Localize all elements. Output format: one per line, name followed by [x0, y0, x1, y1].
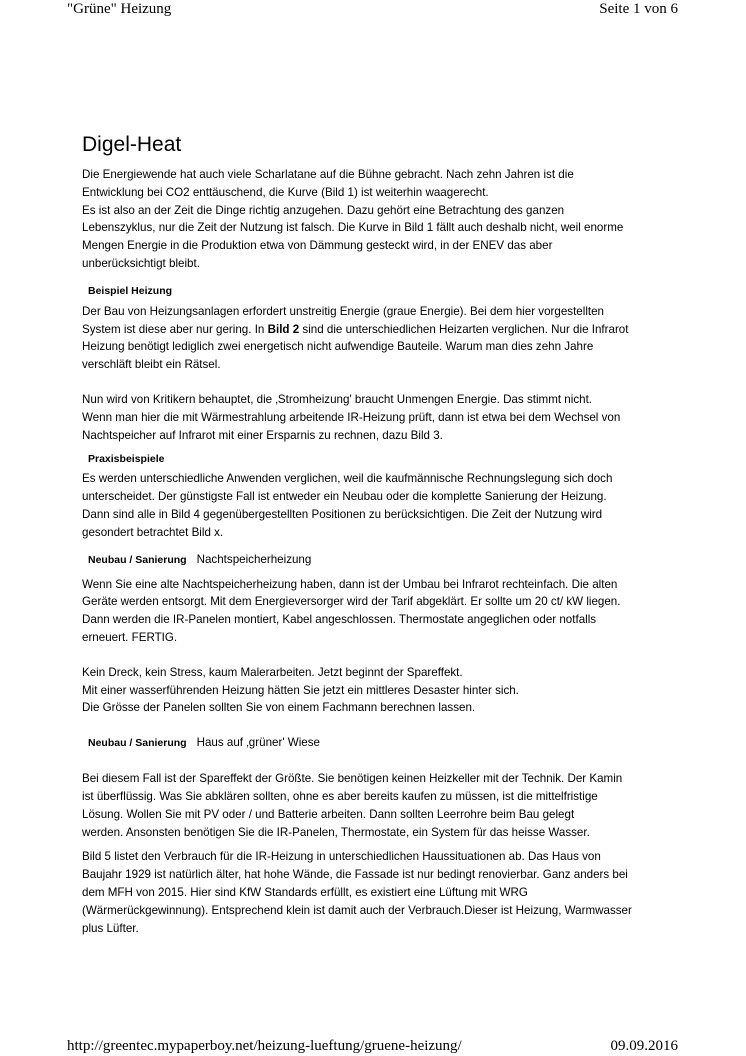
- text-line: Lösung. Wollen Sie mit PV oder / und Batterie arbeiten. Dann sollten Leerrohre beim Bau gelegt: [82, 807, 575, 821]
- header-page-number: Seite 1 von 6: [599, 1, 678, 17]
- section-heading-neubau-sanierung-2: Neubau / Sanierung: [88, 737, 187, 750]
- section-subtitle-gruene-wiese: Haus auf ‚grüner' Wiese: [196, 736, 320, 750]
- section-heading-beispiel-heizung: Beispiel Heizung: [88, 284, 173, 297]
- text-line: Dann werden die IR-Panelen montiert, Kabel angeschlossen. Thermostate angeglichen oder notfalls: [82, 613, 597, 627]
- text-line: Wenn man hier die mit Wärmestrahlung arbeitende IR-Heizung prüft, dann ist etwa bei dem Wechsel von: [82, 410, 621, 424]
- text-line: Mit einer wasserführenden Heizung hätten Sie jetzt ein mittleres Desaster hinter sich.: [82, 683, 519, 697]
- text-line: Die Energiewende hat auch viele Scharlatane auf die Bühne gebracht. Nach zehn Jahren ist die: [82, 168, 574, 181]
- text-line: Der Bau von Heizungsanlagen erfordert unstreitig Energie (graue Energie). Bei dem hier vorgestellten: [82, 304, 605, 318]
- section1-paragraph2: [82, 391, 672, 444]
- text-line: unberücksichtigt bleibt.: [82, 256, 200, 270]
- footer-url: http://greentec.mypaperboy.net/heizung-lueftung/gruene-heizung/: [67, 1038, 462, 1054]
- text-line: werden. Ansonsten benötigen Sie die IR-Panelen, Thermostate, ein System für das heisse Wasser.: [82, 825, 590, 839]
- text-line: Es werden unterschiedliche Anwenden verglichen, weil die kaufmännische Rechnungslegung sich doch: [82, 472, 613, 486]
- section4-paragraph2: [82, 848, 672, 937]
- text-line: Bei diesem Fall ist der Spareffekt der Größte. Sie benötigen keinen Heizkeller mit der Technik. Der Kamin: [82, 772, 623, 786]
- text-line: Baujahr 1929 ist natürlich älter, hat hohe Wände, die Fassade ist nur bedingt renovierbar. Ganz anders bei: [82, 868, 628, 882]
- text-line: (Wärmerückgewinnung). Entsprechend klein ist damit auch der Verbrauch.Dieser ist Heizung, Warmwasser: [82, 903, 632, 917]
- text-line: plus Lüfter.: [82, 921, 139, 935]
- text-line: sind die unterschiedlichen Heizarten verglichen. Nur die Infrarot: [299, 322, 629, 336]
- intro-paragraph: [82, 166, 672, 273]
- text-line: Bild 5 listet den Verbrauch für die IR-Heizung in unterschiedlichen Haussituationen ab. Das Haus von: [82, 850, 601, 864]
- text-line: Es ist also an der Zeit die Dinge richtig anzugehen. Dazu gehört eine Betrachtung des ganzen: [82, 203, 565, 217]
- text-line: gesondert betrachtet Bild x.: [82, 525, 224, 539]
- text-line: Dann sind alle in Bild 4 gegenübergestellten Positionen zu berücksichtigen. Die Zeit der Nutzung wird: [82, 507, 603, 521]
- section4-paragraph1: [82, 770, 672, 841]
- header-title: "Grüne" Heizung: [67, 1, 172, 17]
- text-line: erneuert. FERTIG.: [82, 630, 178, 644]
- bold-reference: Bild 2: [267, 322, 300, 336]
- text-line: Die Grösse der Panelen sollten Sie von einem Fachmann berechnen lassen.: [82, 701, 476, 715]
- article-title: Digel-Heat: [82, 133, 182, 156]
- text-line: Nun wird von Kritikern behauptet, die ‚Stromheizung' braucht Unmengen Energie. Das stimmt nicht.: [82, 392, 593, 406]
- text-line: Mengen Energie in die Produktion etwa von Dämmung gesteckt wird, in der ENEV das aber: [82, 239, 553, 253]
- text-line: Heizung benötigt lediglich zwei energetisch nicht aufwendige Bauteile. Warum man dies zehn Jahre: [82, 340, 594, 354]
- text-line: verschläft bleibt ein Rätsel.: [82, 358, 221, 372]
- text-line: Entwicklung bei CO2 enttäuschend, die Kurve (Bild 1) ist weiterhin waagerecht.: [82, 185, 489, 199]
- text-line: dem MFH von 2015. Hier sind KfW Standards erfüllt, es existiert eine Lüftung mit WRG: [82, 885, 528, 899]
- footer-date: 09.09.2016: [610, 1038, 678, 1054]
- text-line: Kein Dreck, kein Stress, kaum Malerarbeiten. Jetzt beginnt der Spareffekt.: [82, 665, 463, 679]
- text-line: ist überflüssig. Was Sie abklären sollten, ohne es aber bereits kaufen zu müssen, ist die mittelfristige: [82, 789, 598, 803]
- section-heading-praxisbeispiele: Praxisbeispiele: [88, 453, 165, 466]
- text-line: unterscheidet. Der günstigste Fall ist entweder ein Neubau oder die komplette Sanierung der Heizung.: [82, 490, 607, 504]
- text-line: System ist diese aber nur gering. In: [82, 322, 268, 336]
- section3-paragraph1: [82, 576, 672, 647]
- article-body: [82, 132, 672, 937]
- text-line: Wenn Sie eine alte Nachtspeicherheizung haben, dann ist der Umbau bei Infrarot rechteinfach. Die alten: [82, 577, 618, 591]
- section-heading-neubau-sanierung: Neubau / Sanierung: [88, 553, 187, 566]
- section-subtitle-nachtspeicher: Nachtspeicherheizung: [196, 552, 312, 566]
- text-line: Nachtspeicher auf Infrarot mit einer Ersparnis zu rechnen, dazu Bild 3.: [82, 428, 443, 442]
- section1-paragraph1: [82, 303, 672, 374]
- section3-paragraph2: [82, 664, 672, 717]
- text-line: Lebenszyklus, nur die Zeit der Nutzung ist falsch. Die Kurve in Bild 1 fällt auch deshalb nicht, weil enorme: [82, 221, 624, 235]
- section2-paragraph: [82, 470, 672, 541]
- text-line: Geräte werden entsorgt. Mit dem Energieversorger wird der Tarif abgeklärt. Er sollte um 20 ct/ kW liegen.: [82, 595, 621, 609]
